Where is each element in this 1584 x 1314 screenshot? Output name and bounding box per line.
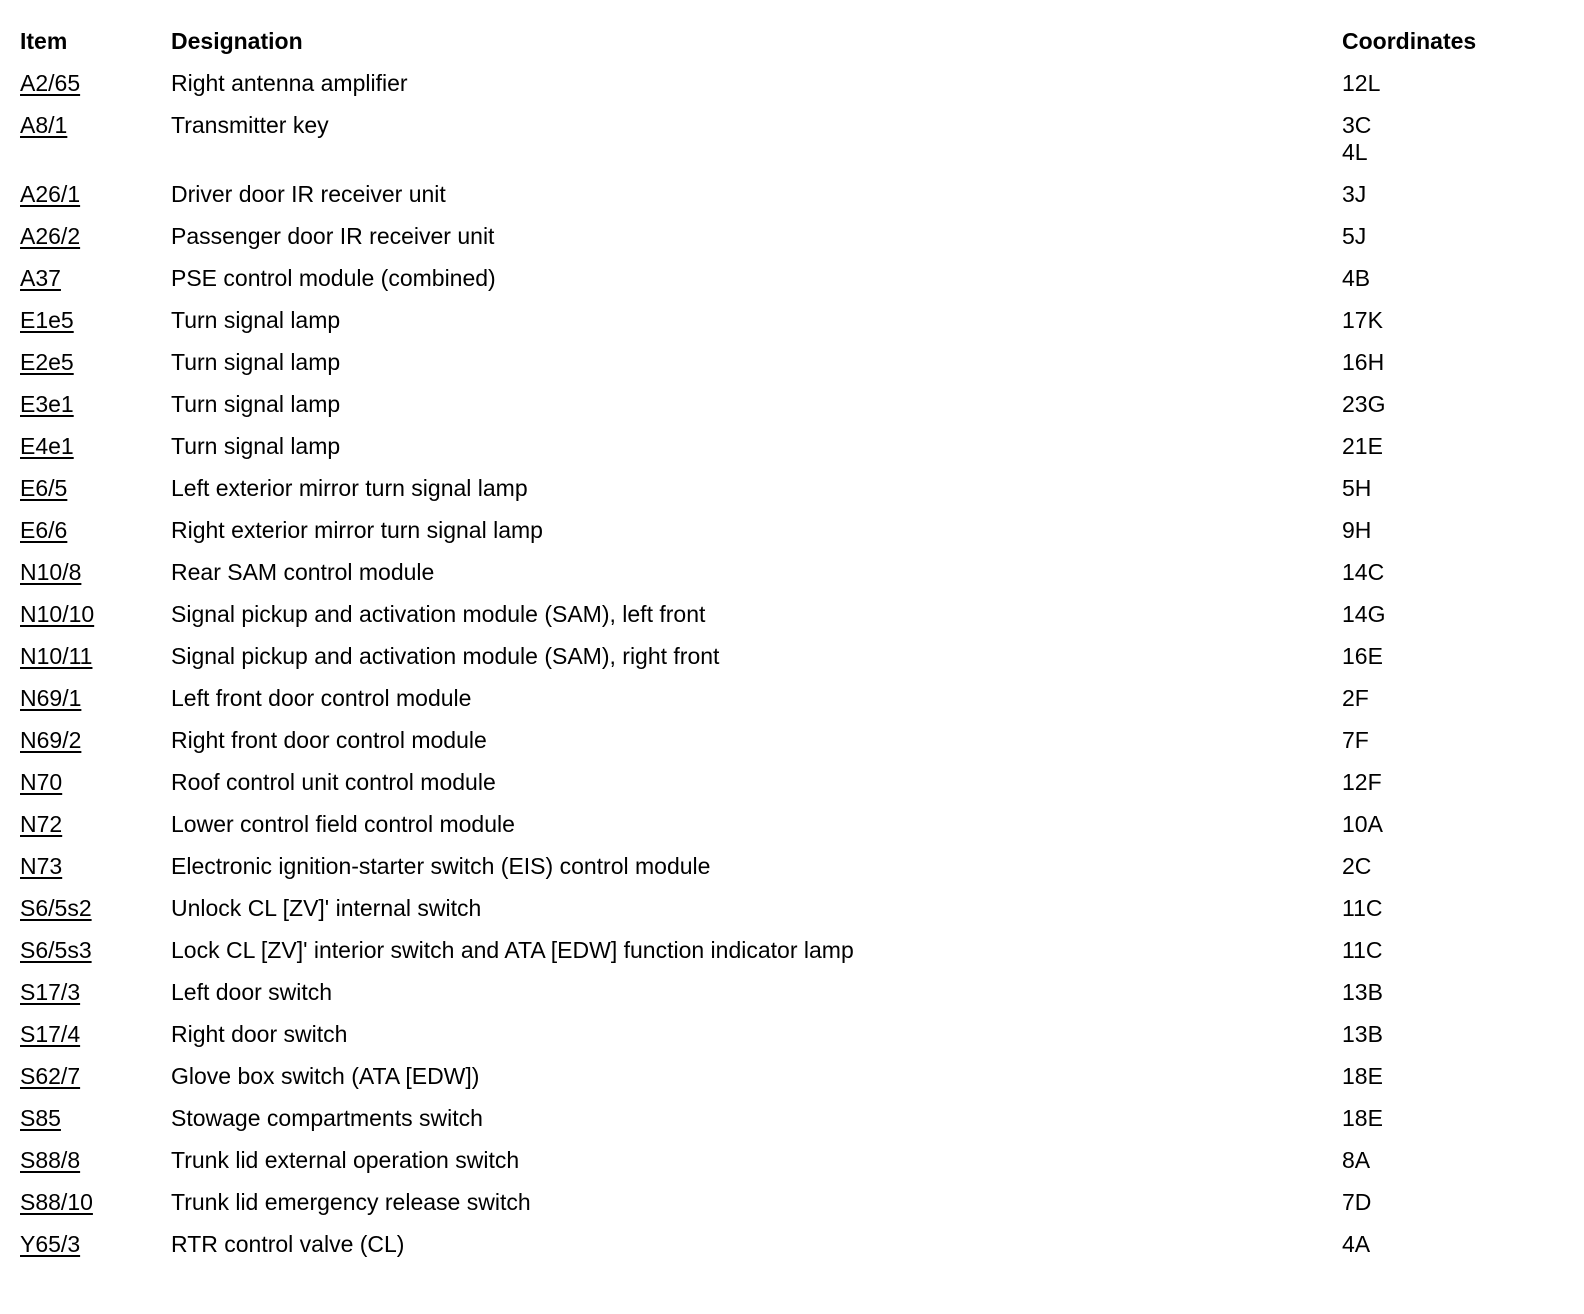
coordinates-cell	[1342, 559, 1560, 586]
designation-cell: Turn signal lamp	[171, 433, 341, 459]
item-cell	[20, 517, 171, 544]
item-link[interactable]: A2/65	[20, 70, 81, 96]
designation-cell: Driver door IR receiver unit	[171, 181, 446, 207]
coordinates-cell	[1342, 1105, 1560, 1132]
item-cell	[20, 979, 171, 1006]
coordinate-value: 13B	[1342, 979, 1383, 1005]
designation-cell: Left front door control module	[171, 685, 472, 711]
coordinates-cell	[1342, 685, 1560, 712]
coordinate-value: 16E	[1342, 643, 1383, 669]
table-row	[20, 937, 1560, 979]
table-row	[20, 1231, 1560, 1273]
item-link[interactable]: N10/10	[20, 601, 95, 627]
coordinate-value: 18E	[1342, 1063, 1383, 1089]
coordinate-value: 18E	[1342, 1105, 1383, 1131]
item-link[interactable]: Y65/3	[20, 1231, 81, 1257]
designation-cell: Right exterior mirror turn signal lamp	[171, 517, 543, 543]
table-row	[20, 1063, 1560, 1105]
table-row	[20, 112, 1560, 181]
designation-cell: Passenger door IR receiver unit	[171, 223, 495, 249]
designation-cell: Rear SAM control module	[171, 559, 435, 585]
item-cell	[20, 391, 171, 418]
item-cell	[20, 853, 171, 880]
designation-cell: Unlock CL [ZV]' internal switch	[171, 895, 482, 921]
item-cell	[20, 559, 171, 586]
item-link[interactable]: N70	[20, 769, 63, 795]
coordinate-value: 10A	[1342, 811, 1383, 837]
table-row	[20, 685, 1560, 727]
header-item: Item	[20, 28, 68, 54]
coordinates-cell	[1342, 1147, 1560, 1174]
designation-cell: Right antenna amplifier	[171, 70, 408, 96]
designation-cell: RTR control valve (CL)	[171, 1231, 405, 1257]
coordinates-cell	[1342, 937, 1560, 964]
designation-cell: Turn signal lamp	[171, 349, 341, 375]
designation-cell: Transmitter key	[171, 112, 329, 138]
coordinate-value: 4A	[1342, 1231, 1371, 1257]
item-cell	[20, 895, 171, 922]
coordinates-cell	[1342, 1189, 1560, 1216]
table-row	[20, 433, 1560, 475]
item-cell	[20, 475, 171, 502]
coordinates-cell	[1342, 979, 1560, 1006]
coordinate-value: 5H	[1342, 475, 1372, 501]
designation-cell: Electronic ignition-starter switch (EIS) control module	[171, 853, 711, 879]
coordinates-cell	[1342, 112, 1560, 166]
coordinate-value: 12F	[1342, 769, 1382, 795]
item-cell	[20, 433, 171, 460]
coordinate-value: 2F	[1342, 685, 1369, 711]
table-row	[20, 391, 1560, 433]
item-cell	[20, 265, 171, 292]
item-link[interactable]: S62/7	[20, 1063, 81, 1089]
designation-cell: Glove box switch (ATA [EDW])	[171, 1063, 480, 1089]
table-row	[20, 601, 1560, 643]
item-link[interactable]: E4e1	[20, 433, 74, 459]
coordinate-value: 7D	[1342, 1189, 1372, 1215]
item-cell	[20, 937, 171, 964]
item-cell	[20, 727, 171, 754]
component-legend-table	[20, 28, 1560, 1273]
item-link[interactable]: E6/5	[20, 475, 68, 501]
designation-cell: Stowage compartments switch	[171, 1105, 483, 1131]
coordinates-cell	[1342, 895, 1560, 922]
table-row	[20, 853, 1560, 895]
table-row	[20, 307, 1560, 349]
table-row	[20, 1105, 1560, 1147]
item-cell	[20, 1063, 171, 1090]
coordinates-cell	[1342, 1063, 1560, 1090]
table-row	[20, 643, 1560, 685]
table-row	[20, 1189, 1560, 1231]
coordinates-cell	[1342, 1231, 1560, 1258]
coordinate-value: 9H	[1342, 517, 1372, 543]
designation-cell: Turn signal lamp	[171, 391, 341, 417]
designation-cell: Lock CL [ZV]' interior switch and ATA [EDW] function indicator lamp	[171, 937, 854, 963]
coordinates-cell	[1342, 811, 1560, 838]
coordinate-value: 14C	[1342, 559, 1385, 585]
item-link[interactable]: N69/2	[20, 727, 82, 753]
table-row	[20, 1147, 1560, 1189]
item-link[interactable]: A26/2	[20, 223, 81, 249]
coordinate-value: 21E	[1342, 433, 1383, 459]
table-header	[20, 28, 1560, 70]
item-link[interactable]: S88/8	[20, 1147, 81, 1173]
coordinates-cell	[1342, 433, 1560, 460]
item-link[interactable]: S17/4	[20, 1021, 81, 1047]
designation-cell: Trunk lid emergency release switch	[171, 1189, 531, 1215]
table-row	[20, 265, 1560, 307]
table-row	[20, 349, 1560, 391]
item-link[interactable]: A37	[20, 265, 61, 291]
item-cell	[20, 1021, 171, 1048]
item-cell	[20, 685, 171, 712]
item-cell	[20, 307, 171, 334]
designation-cell: Right door switch	[171, 1021, 348, 1047]
table-row	[20, 811, 1560, 853]
table-row	[20, 223, 1560, 265]
coordinate-value: 4L	[1342, 139, 1368, 165]
coordinate-value: 3C	[1342, 112, 1372, 138]
item-link[interactable]: S88/10	[20, 1189, 93, 1215]
coordinate-value: 13B	[1342, 1021, 1383, 1047]
item-cell	[20, 181, 171, 208]
item-link[interactable]: N73	[20, 853, 63, 879]
coordinate-value: 4B	[1342, 265, 1371, 291]
header-coordinates: Coordinates	[1342, 28, 1477, 54]
item-link[interactable]: N69/1	[20, 685, 82, 711]
item-cell	[20, 223, 171, 250]
coordinate-value: 3J	[1342, 181, 1367, 207]
coordinates-cell	[1342, 265, 1560, 292]
table-row	[20, 895, 1560, 937]
coordinates-cell	[1342, 1021, 1560, 1048]
item-link[interactable]: E2e5	[20, 349, 74, 375]
designation-cell: Lower control field control module	[171, 811, 515, 837]
table-row	[20, 769, 1560, 811]
item-link[interactable]: S17/3	[20, 979, 81, 1005]
coordinate-value: 8A	[1342, 1147, 1371, 1173]
coordinates-cell	[1342, 70, 1560, 97]
designation-cell: Trunk lid external operation switch	[171, 1147, 520, 1173]
table-body	[20, 70, 1560, 1273]
item-link[interactable]: N10/11	[20, 643, 93, 669]
coordinates-cell	[1342, 853, 1560, 880]
item-cell	[20, 70, 171, 97]
item-cell	[20, 601, 171, 628]
coordinates-cell	[1342, 727, 1560, 754]
coordinates-cell	[1342, 307, 1560, 334]
coordinate-value: 12L	[1342, 70, 1381, 96]
designation-cell: Left door switch	[171, 979, 333, 1005]
item-cell	[20, 1189, 171, 1216]
designation-cell: Roof control unit control module	[171, 769, 496, 795]
coordinate-value: 7F	[1342, 727, 1369, 753]
item-link[interactable]: A8/1	[20, 112, 68, 138]
coordinate-value: 16H	[1342, 349, 1385, 375]
coordinates-cell	[1342, 181, 1560, 208]
coordinate-value: 14G	[1342, 601, 1386, 627]
table-row	[20, 979, 1560, 1021]
coordinates-cell	[1342, 349, 1560, 376]
item-link[interactable]: N10/8	[20, 559, 82, 585]
table-row	[20, 1021, 1560, 1063]
item-link[interactable]: S6/5s2	[20, 895, 92, 921]
designation-cell: Turn signal lamp	[171, 307, 341, 333]
item-link[interactable]: A26/1	[20, 181, 81, 207]
table-row	[20, 559, 1560, 601]
item-cell	[20, 349, 171, 376]
item-cell	[20, 1147, 171, 1174]
designation-cell: PSE control module (combined)	[171, 265, 496, 291]
designation-cell: Left exterior mirror turn signal lamp	[171, 475, 528, 501]
item-link[interactable]: S85	[20, 1105, 61, 1131]
table-row	[20, 517, 1560, 559]
item-link[interactable]: N72	[20, 811, 63, 837]
item-cell	[20, 769, 171, 796]
item-link[interactable]: E1e5	[20, 307, 74, 333]
coordinate-value: 17K	[1342, 307, 1383, 333]
header-designation: Designation	[171, 28, 303, 54]
item-cell	[20, 811, 171, 838]
table-row	[20, 475, 1560, 517]
coordinate-value: 5J	[1342, 223, 1367, 249]
item-cell	[20, 1105, 171, 1132]
coordinates-cell	[1342, 643, 1560, 670]
item-cell	[20, 1231, 171, 1258]
item-link[interactable]: S6/5s3	[20, 937, 92, 963]
item-link[interactable]: E3e1	[20, 391, 74, 417]
coordinates-cell	[1342, 475, 1560, 502]
table-row	[20, 727, 1560, 769]
coordinate-value: 2C	[1342, 853, 1372, 879]
coordinate-value: 23G	[1342, 391, 1386, 417]
designation-cell: Signal pickup and activation module (SAM), left front	[171, 601, 706, 627]
item-link[interactable]: E6/6	[20, 517, 68, 543]
designation-cell: Right front door control module	[171, 727, 487, 753]
coordinate-value: 11C	[1342, 895, 1383, 921]
designation-cell: Signal pickup and activation module (SAM), right front	[171, 643, 720, 669]
table-row	[20, 181, 1560, 223]
coordinates-cell	[1342, 391, 1560, 418]
coordinates-cell	[1342, 223, 1560, 250]
coordinates-cell	[1342, 601, 1560, 628]
coordinate-value: 11C	[1342, 937, 1383, 963]
item-cell	[20, 643, 171, 670]
item-cell	[20, 112, 171, 139]
coordinates-cell	[1342, 769, 1560, 796]
table-row	[20, 70, 1560, 112]
coordinates-cell	[1342, 517, 1560, 544]
